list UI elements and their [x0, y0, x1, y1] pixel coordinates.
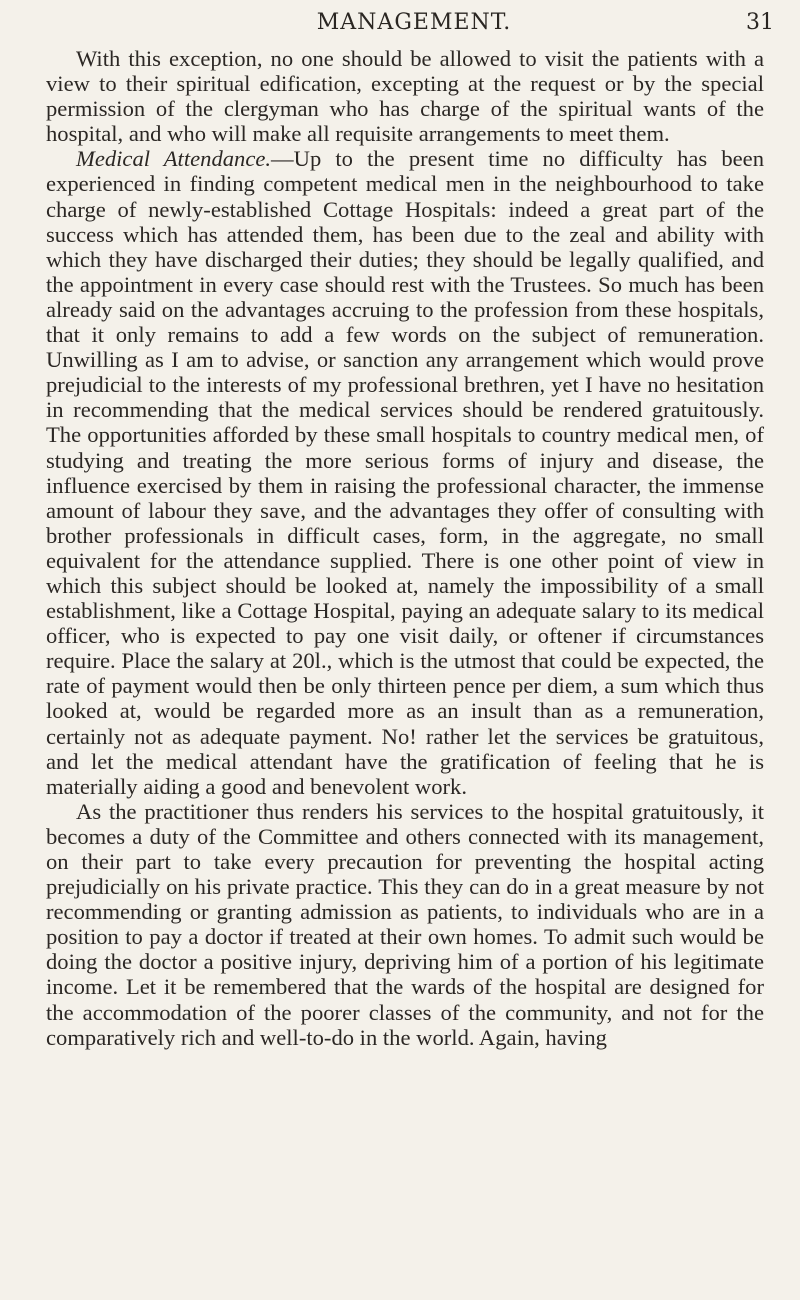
page-number: 31 — [746, 10, 774, 35]
paragraph-visiting — [46, 46, 764, 146]
body-text — [46, 46, 764, 1050]
paragraph-medical-attendance — [46, 146, 764, 798]
running-title: MANAGEMENT. — [316, 10, 512, 35]
paragraph-practitioner — [46, 799, 764, 1050]
section-heading: Medical Attendance. — [76, 146, 272, 172]
paragraph-text: With this exception, no one should be allowed to visit the patients with a view to their spiritual edification, excepting at the request or by the special permission of the clergyman who has charge of the spiritual wants of the hospital, and who will make all requisite arrangements to meet them. — [46, 46, 764, 147]
paragraph-text: As the practitioner thus renders his services to the hospital gratuitously, it becomes a duty of the Committee and others connected with its management, on their part to take every precaution for preventing the hospital acting prejudicially on his private practice. This they can do in a great measure by not recommending or granting admission as patients, to individuals who are in a position to pay a doctor if treated at their own homes. To admit such would be doing the doctor a positive injury, depriving him of a portion of his legitimate income. Let it be remembered that the wards of the hospital are designed for the accommodation of the poorer classes of the community, and not for the comparatively rich and well-to-do in the world. Again, having — [46, 798, 764, 1050]
paragraph-text: —Up to the present time no difficulty has been experienced in finding competent medical men in the neighbourhood to take charge of newly-established Cottage Hospitals: indeed a great part of the success which has attended them, has been due to the zeal and ability with which they have discharged their duties; they should be legally qualified, and the appointment in every case should rest with the Trustees. So much has been already said on the advantages accruing to the profession from these hospitals, that it only remains to add a few words on the subject of remuneration. Unwilling as I am to advise, or sanction any arrangement which would prove prejudicial to the interests of my professional brethren, yet I have no hesitation in recommending that the medical services should be rendered gratuitously. The opportunities afforded by these small hospitals to country medical men, of studying and treating the more serious forms of injury and disease, the influence exercised by them in raising the professional character, the immense amount of labour they save, and the advantages they offer of consulting with brother professionals in difficult cases, form, in the aggregate, no small equivalent for the attendance supplied. There is one other point of view in which this subject should be looked at, namely the impossibility of a small establishment, like a Cottage Hospital, paying an adequate salary to its medical officer, who is expected to pay one visit daily, or oftener if circumstances require. Place the salary at 20l., which is the utmost that could be expected, the rate of payment would then be only thirteen pence per diem, a sum which thus looked at, would be regarded more as an insult than as a remuneration, certainly not as adequate payment. No! rather let the services be gratuitous, and let the medical attendant have the gratification of feeling that he is materially aiding a good and benevolent work. — [46, 146, 764, 799]
page-header — [0, 10, 800, 40]
